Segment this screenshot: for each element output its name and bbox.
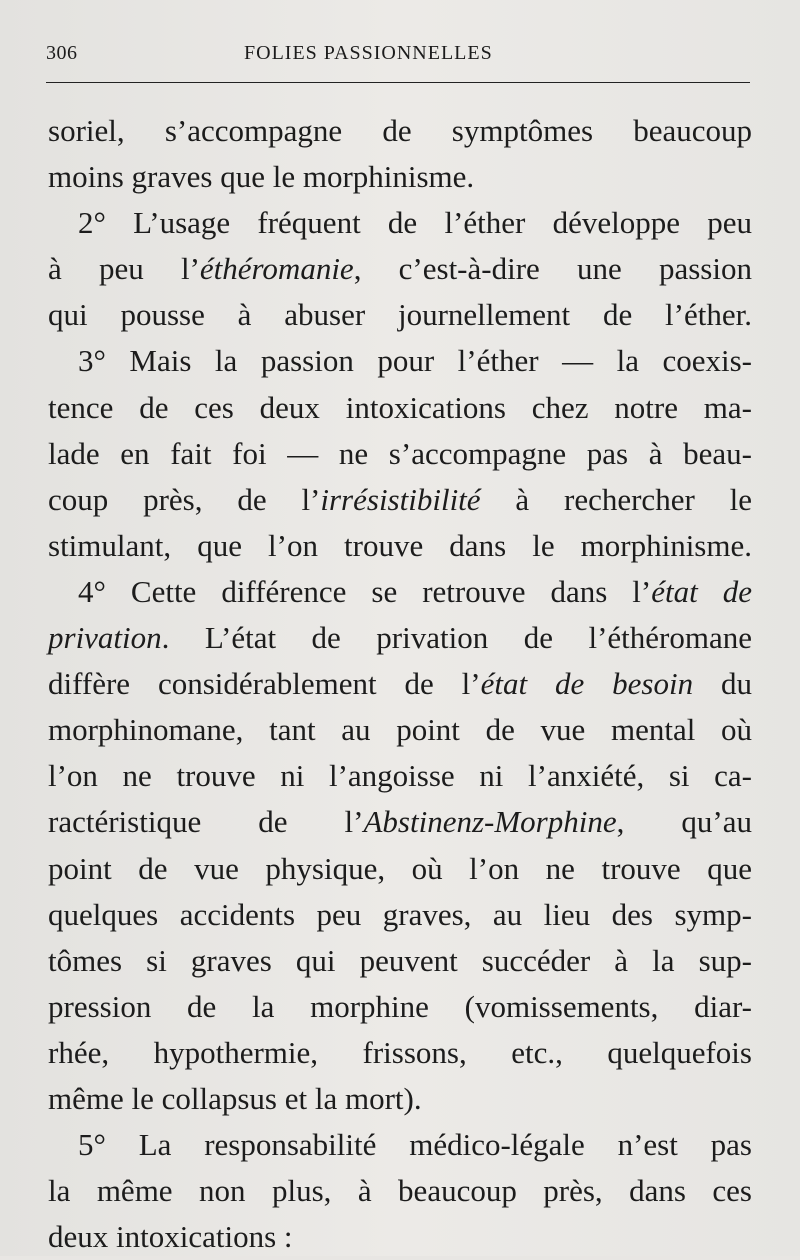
italic-term: Abstinenz-Morphine <box>363 804 617 840</box>
running-title: FOLIES PASSIONNELLES <box>244 42 493 64</box>
text-line: 3° Mais la passion pour l’éther — la coexis- <box>78 343 752 379</box>
text-run: à rechercher le <box>480 481 752 517</box>
page-header <box>46 40 750 76</box>
text-line: stimulant, que l’on trouve dans le morphinisme. <box>48 527 752 563</box>
italic-term: irrésistibilité <box>320 481 481 517</box>
header-rule <box>46 82 750 83</box>
text-line <box>48 615 752 661</box>
text-line: l’on ne trouve ni l’angoisse ni l’anxiété, si ca- <box>48 758 752 794</box>
italic-term: privation <box>48 620 162 656</box>
italic-term: état de besoin <box>480 666 694 702</box>
text-line <box>48 246 752 292</box>
italic-term: éthéromanie <box>199 251 354 287</box>
page-number: 306 <box>46 42 78 64</box>
text-line: rhée, hypothermie, frissons, etc., quelquefois <box>48 1034 752 1070</box>
text-line: moins graves que le morphinisme. <box>48 159 475 195</box>
text-body <box>48 108 752 1260</box>
text-line: lade en fait foi — ne s’accompagne pas à beau- <box>48 435 752 471</box>
text-line: soriel, s’accompagne de symptômes beaucoup <box>48 113 752 148</box>
text-line <box>48 799 752 845</box>
text-line: 2° L’usage fréquent de l’éther développe peu <box>78 205 752 241</box>
text-run: 4° Cette différence se retrouve dans l’ <box>78 573 652 609</box>
text-line: quelques accidents peu graves, au lieu des symp- <box>48 896 752 932</box>
text-run: , c’est-à-dire une passion <box>353 251 752 287</box>
text-run: coup près, de l’ <box>48 481 321 517</box>
italic-term: état de <box>651 573 752 609</box>
text-run: . L’état de privation de l’éthéromane <box>161 620 752 656</box>
text-line: morphinomane, tant au point de vue mental où <box>48 712 752 748</box>
text-line: tence de ces deux intoxications chez notre ma- <box>48 389 752 425</box>
text-run: diffère considérablement de l’ <box>48 666 481 702</box>
text-line: même le collapsus et la mort). <box>48 1080 422 1116</box>
text-line: qui pousse à abuser journellement de l’éther. <box>48 297 752 333</box>
text-line: deux intoxications : <box>48 1219 293 1255</box>
text-line: point de vue physique, où l’on ne trouve que <box>48 850 752 886</box>
text-line <box>48 477 752 523</box>
text-run: à peu l’ <box>48 251 200 287</box>
text-run: ractéristique de l’ <box>48 804 364 840</box>
text-line: la même non plus, à beaucoup près, dans ces <box>48 1173 752 1209</box>
text-run: du <box>693 666 752 702</box>
text-line <box>48 569 752 615</box>
text-run: , qu’au <box>616 804 752 840</box>
text-line: 5° La responsabilité médico-légale n’est pas <box>78 1127 752 1163</box>
text-line: pression de la morphine (vomissements, diar- <box>48 988 752 1024</box>
text-line: tômes si graves qui peuvent succéder à la sup- <box>48 942 752 978</box>
text-line <box>48 661 752 707</box>
